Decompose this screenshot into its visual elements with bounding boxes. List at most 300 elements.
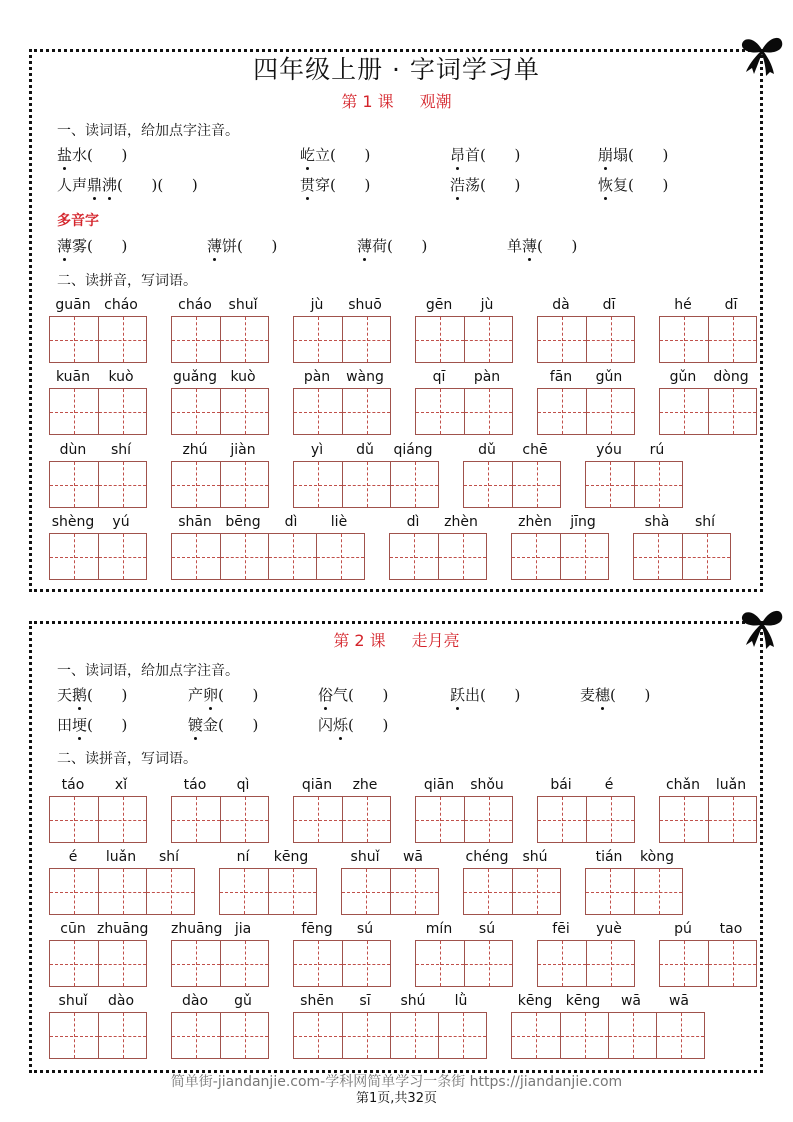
writing-cell[interactable] <box>416 317 464 362</box>
tianzige-box <box>49 940 147 987</box>
pinyin-word-group <box>659 915 757 987</box>
pinyin-row <box>49 915 757 987</box>
writing-cell[interactable] <box>634 534 682 579</box>
writing-cell[interactable] <box>660 797 708 842</box>
vocab-answer-blank: 饼( ) <box>222 237 278 255</box>
dotted-char: 鼎 <box>87 176 103 194</box>
writing-cell[interactable] <box>464 462 512 507</box>
pinyin-syllable: shuǐ <box>228 297 258 313</box>
writing-cell[interactable] <box>390 1013 438 1058</box>
vocab-char: 人声 <box>57 176 88 194</box>
tianzige-box <box>171 316 269 363</box>
dotted-char: 烁 <box>333 716 349 734</box>
tianzige-box <box>49 388 147 435</box>
pinyin-syllable: dòng <box>713 369 749 385</box>
writing-cell[interactable] <box>294 797 342 842</box>
tianzige-box <box>415 388 513 435</box>
writing-cell[interactable] <box>172 534 220 579</box>
writing-cell[interactable] <box>390 462 438 507</box>
writing-cell[interactable] <box>634 869 682 914</box>
writing-cell[interactable] <box>220 462 268 507</box>
writing-cell[interactable] <box>146 869 194 914</box>
writing-cell[interactable] <box>538 389 586 434</box>
writing-cell[interactable] <box>220 534 268 579</box>
pinyin-syllable: kòng <box>640 849 674 865</box>
pinyin-word-group <box>659 291 757 363</box>
writing-cell[interactable] <box>98 941 146 986</box>
writing-cell[interactable] <box>50 797 98 842</box>
vocab-answer-blank: ( )( ) <box>117 176 198 194</box>
vocab-item <box>318 714 388 735</box>
writing-cell[interactable] <box>538 797 586 842</box>
pinyin-row <box>49 771 757 843</box>
pinyin-syllable: ní <box>236 849 250 865</box>
footer-watermark: 简单街-jiandanjie.com-学科网简单学习一条街 https://jiandanjie.com <box>170 1074 623 1090</box>
pinyin-syllable: shuō <box>348 297 382 313</box>
pinyin-word-group <box>293 436 439 508</box>
pinyin-syllable: gǔn <box>595 369 623 385</box>
pinyin-syllable: fēi <box>552 921 570 937</box>
dotted-char: 鹅 <box>72 686 88 704</box>
pinyin-row <box>49 843 683 915</box>
pinyin-word-group <box>293 291 391 363</box>
writing-cell[interactable] <box>512 869 560 914</box>
writing-cell[interactable] <box>390 534 438 579</box>
pinyin-syllable: mín <box>425 921 453 937</box>
pinyin-syllable: dào <box>107 993 135 1009</box>
pinyin-syllable: qī <box>432 369 446 385</box>
pinyin-syllable: lǜ <box>454 993 468 1009</box>
pinyin-label <box>171 436 269 458</box>
dotted-char: 镀 <box>188 716 204 734</box>
writing-cell[interactable] <box>660 941 708 986</box>
lesson1-title <box>0 89 793 112</box>
pinyin-syllable: shuǐ <box>58 993 88 1009</box>
pinyin-syllable: kēng <box>517 993 553 1009</box>
writing-cell[interactable] <box>464 317 512 362</box>
tianzige-box <box>537 940 635 987</box>
dotted-char: 屹 <box>300 146 316 164</box>
writing-cell[interactable] <box>294 941 342 986</box>
pinyin-word-group <box>171 291 269 363</box>
pinyin-label <box>585 436 683 458</box>
writing-cell[interactable] <box>342 869 390 914</box>
pinyin-syllable: táo <box>183 777 207 793</box>
writing-cell[interactable] <box>98 869 146 914</box>
writing-cell[interactable] <box>586 462 634 507</box>
tianzige-box <box>511 533 609 580</box>
pinyin-syllable: tián <box>595 849 623 865</box>
pinyin-syllable: qiān <box>301 777 333 793</box>
pinyin-word-group <box>49 843 195 915</box>
vocab-answer-blank: ( ) <box>87 716 128 734</box>
pinyin-label <box>49 363 147 385</box>
writing-cell[interactable] <box>294 389 342 434</box>
writing-cell[interactable] <box>50 462 98 507</box>
dotted-char: 沸 <box>102 176 118 194</box>
pinyin-word-group <box>171 363 269 435</box>
writing-cell[interactable] <box>438 534 486 579</box>
dotted-char: 薄 <box>522 237 538 255</box>
pinyin-label <box>293 915 391 937</box>
pinyin-syllable: bái <box>550 777 572 793</box>
writing-cell[interactable] <box>634 462 682 507</box>
writing-cell[interactable] <box>464 941 512 986</box>
pinyin-word-group <box>537 915 635 987</box>
pinyin-label <box>659 291 757 313</box>
writing-cell[interactable] <box>294 462 342 507</box>
writing-cell[interactable] <box>220 317 268 362</box>
pinyin-label <box>415 771 513 793</box>
lesson2-name: 走月亮 <box>411 631 460 650</box>
pinyin-word-group <box>537 363 635 435</box>
pinyin-syllable: shí <box>694 514 716 530</box>
pinyin-syllable: fēng <box>301 921 333 937</box>
pinyin-label <box>49 843 195 865</box>
writing-cell[interactable] <box>586 389 634 434</box>
pinyin-syllable: wàng <box>346 369 384 385</box>
pinyin-label <box>171 508 365 530</box>
vocab-answer-blank: 立( ) <box>315 146 371 164</box>
writing-cell[interactable] <box>708 941 756 986</box>
writing-cell[interactable] <box>342 462 390 507</box>
pinyin-word-group <box>293 987 487 1059</box>
pinyin-syllable: guān <box>55 297 91 313</box>
tianzige-box <box>171 533 365 580</box>
vocab-answer-blank: 荡( ) <box>465 176 521 194</box>
tianzige-box <box>293 316 391 363</box>
vocab-char: 田 <box>57 716 73 734</box>
pinyin-word-group <box>49 915 147 987</box>
lesson1-section1-heading: 一、读词语，给加点字注音。 <box>57 123 239 139</box>
writing-cell[interactable] <box>586 317 634 362</box>
pinyin-syllable: shuǐ <box>350 849 380 865</box>
pinyin-syllable: táo <box>61 777 85 793</box>
writing-cell[interactable] <box>464 869 512 914</box>
lesson2-number: 第 2 课 <box>333 631 386 650</box>
pinyin-syllable: shǒu <box>470 777 504 793</box>
writing-cell[interactable] <box>660 317 708 362</box>
writing-cell[interactable] <box>560 534 608 579</box>
writing-cell[interactable] <box>538 941 586 986</box>
vocab-answer-blank: 荷( ) <box>372 237 428 255</box>
writing-cell[interactable] <box>708 389 756 434</box>
dotted-char: 卵 <box>203 686 219 704</box>
pinyin-syllable: shú <box>522 849 548 865</box>
writing-cell[interactable] <box>294 317 342 362</box>
writing-cell[interactable] <box>98 389 146 434</box>
pinyin-word-group <box>463 436 561 508</box>
writing-cell[interactable] <box>172 462 220 507</box>
writing-cell[interactable] <box>708 797 756 842</box>
pinyin-syllable: chéng <box>465 849 509 865</box>
vocab-answer-blank: ( ) <box>218 686 259 704</box>
vocab-item <box>188 684 258 705</box>
pinyin-label <box>659 363 757 385</box>
writing-cell[interactable] <box>560 1013 608 1058</box>
pinyin-syllable: zhe <box>352 777 378 793</box>
writing-cell[interactable] <box>220 389 268 434</box>
tianzige-box <box>389 533 487 580</box>
pinyin-label <box>293 771 391 793</box>
tianzige-box <box>659 796 757 843</box>
pinyin-row <box>49 363 757 435</box>
writing-cell[interactable] <box>172 797 220 842</box>
pinyin-label <box>341 843 439 865</box>
pinyin-label <box>171 915 269 937</box>
pinyin-syllable: shèng <box>51 514 95 530</box>
writing-cell[interactable] <box>172 1013 220 1058</box>
pinyin-label <box>633 508 731 530</box>
writing-cell[interactable] <box>342 1013 390 1058</box>
pinyin-label <box>537 915 635 937</box>
writing-cell[interactable] <box>660 389 708 434</box>
writing-cell[interactable] <box>608 1013 656 1058</box>
vocab-item <box>580 684 650 705</box>
pinyin-syllable: sī <box>359 993 371 1009</box>
tianzige-box <box>537 796 635 843</box>
pinyin-syllable: tao <box>719 921 743 937</box>
pinyin-word-group <box>537 771 635 843</box>
writing-cell[interactable] <box>512 462 560 507</box>
pinyin-syllable: shēn <box>300 993 334 1009</box>
pinyin-syllable: yú <box>112 514 130 530</box>
pinyin-syllable: luǎn <box>715 777 747 793</box>
writing-cell[interactable] <box>98 534 146 579</box>
tianzige-box <box>49 868 195 915</box>
pinyin-label <box>415 915 513 937</box>
vocab-item <box>318 684 388 705</box>
tianzige-box <box>171 796 269 843</box>
pinyin-syllable: jù <box>480 297 494 313</box>
dotted-char: 薄 <box>357 237 373 255</box>
dotted-char: 跃 <box>450 686 466 704</box>
writing-cell[interactable] <box>416 797 464 842</box>
pinyin-label <box>511 508 609 530</box>
dotted-char: 崩 <box>598 146 614 164</box>
writing-cell[interactable] <box>268 534 316 579</box>
writing-cell[interactable] <box>172 389 220 434</box>
writing-cell[interactable] <box>586 869 634 914</box>
writing-cell[interactable] <box>220 1013 268 1058</box>
pinyin-word-group <box>633 508 731 580</box>
pinyin-word-group <box>537 291 635 363</box>
vocab-item <box>57 235 127 256</box>
pinyin-syllable: gǔn <box>669 369 697 385</box>
writing-cell[interactable] <box>98 797 146 842</box>
pinyin-syllable: jù <box>310 297 324 313</box>
tianzige-box <box>537 316 635 363</box>
pinyin-word-group <box>49 363 147 435</box>
writing-cell[interactable] <box>538 317 586 362</box>
writing-cell[interactable] <box>342 317 390 362</box>
writing-cell[interactable] <box>438 1013 486 1058</box>
writing-cell[interactable] <box>464 797 512 842</box>
dotted-char: 埂 <box>72 716 88 734</box>
vocab-answer-blank: 穿( ) <box>315 176 371 194</box>
tianzige-box <box>415 940 513 987</box>
vocab-item <box>57 174 198 195</box>
writing-cell[interactable] <box>98 317 146 362</box>
writing-cell[interactable] <box>98 462 146 507</box>
pinyin-syllable: zhèn <box>518 514 552 530</box>
pinyin-syllable: jīng <box>570 514 596 530</box>
tianzige-box <box>171 1012 269 1059</box>
writing-cell[interactable] <box>220 797 268 842</box>
dotted-char: 穗 <box>595 686 611 704</box>
writing-cell[interactable] <box>342 941 390 986</box>
writing-cell[interactable] <box>656 1013 704 1058</box>
pinyin-label <box>537 291 635 313</box>
pinyin-syllable: dī <box>724 297 738 313</box>
pinyin-label <box>171 771 269 793</box>
writing-cell[interactable] <box>464 389 512 434</box>
writing-cell[interactable] <box>682 534 730 579</box>
vocab-char: 闪 <box>318 716 334 734</box>
pinyin-word-group <box>49 771 147 843</box>
writing-cell[interactable] <box>316 534 364 579</box>
tianzige-box <box>171 388 269 435</box>
page-number: 第1页,共32页 <box>356 1091 437 1106</box>
writing-cell[interactable] <box>50 869 98 914</box>
pinyin-word-group <box>171 436 269 508</box>
pinyin-syllable: jiàn <box>230 442 256 458</box>
writing-cell[interactable] <box>50 941 98 986</box>
pinyin-syllable: dì <box>406 514 420 530</box>
pinyin-label <box>585 843 683 865</box>
vocab-answer-blank: ( ) <box>610 686 651 704</box>
pinyin-label <box>537 363 635 385</box>
writing-cell[interactable] <box>98 1013 146 1058</box>
pinyin-word-group <box>659 363 757 435</box>
pinyin-label <box>49 291 147 313</box>
writing-cell[interactable] <box>50 1013 98 1058</box>
writing-cell[interactable] <box>220 941 268 986</box>
vocab-char: 产 <box>188 686 204 704</box>
vocab-item <box>598 174 668 195</box>
pinyin-syllable: shí <box>158 849 180 865</box>
pinyin-label <box>219 843 317 865</box>
pinyin-label <box>49 771 147 793</box>
pinyin-label <box>293 363 391 385</box>
writing-cell[interactable] <box>172 941 220 986</box>
lesson1-name: 观潮 <box>419 92 452 111</box>
vocab-item <box>188 714 258 735</box>
pinyin-label <box>389 508 487 530</box>
pinyin-label <box>293 987 487 1009</box>
pinyin-row <box>49 508 731 580</box>
pinyin-syllable: wā <box>668 993 690 1009</box>
writing-cell[interactable] <box>294 1013 342 1058</box>
writing-cell[interactable] <box>390 869 438 914</box>
pinyin-word-group <box>463 843 561 915</box>
pinyin-row <box>49 436 683 508</box>
pinyin-syllable: kuò <box>108 369 134 385</box>
vocab-item <box>57 714 127 735</box>
pinyin-syllable: yóu <box>596 442 622 458</box>
pinyin-label <box>171 291 269 313</box>
writing-cell[interactable] <box>586 941 634 986</box>
pinyin-word-group <box>171 508 365 580</box>
tianzige-box <box>585 868 683 915</box>
writing-cell[interactable] <box>342 797 390 842</box>
pinyin-syllable: bēng <box>225 514 261 530</box>
pinyin-syllable: pàn <box>303 369 331 385</box>
writing-cell[interactable] <box>50 534 98 579</box>
vocab-answer-blank: ( ) <box>87 686 128 704</box>
pinyin-syllable: yì <box>310 442 324 458</box>
writing-cell[interactable] <box>586 797 634 842</box>
pinyin-word-group <box>171 987 269 1059</box>
pinyin-syllable: yuè <box>596 921 622 937</box>
vocab-answer-blank: 出( ) <box>465 686 521 704</box>
writing-cell[interactable] <box>512 534 560 579</box>
pinyin-label <box>171 987 269 1009</box>
pinyin-word-group <box>49 291 147 363</box>
pinyin-syllable: dùn <box>59 442 87 458</box>
pinyin-word-group <box>659 771 757 843</box>
writing-cell[interactable] <box>50 389 98 434</box>
vocab-item <box>357 235 427 256</box>
writing-cell[interactable] <box>708 317 756 362</box>
pinyin-syllable: dà <box>552 297 570 313</box>
writing-cell[interactable] <box>220 869 268 914</box>
pinyin-syllable: cháo <box>104 297 138 313</box>
pinyin-syllable: dī <box>602 297 616 313</box>
writing-cell[interactable] <box>172 317 220 362</box>
pinyin-label <box>537 771 635 793</box>
vocab-item <box>507 235 577 256</box>
pinyin-syllable: zhèn <box>444 514 478 530</box>
vocab-char: 麦 <box>580 686 596 704</box>
vocab-item <box>300 174 370 195</box>
pinyin-word-group <box>171 771 269 843</box>
tianzige-box <box>415 316 513 363</box>
writing-cell[interactable] <box>416 941 464 986</box>
writing-cell[interactable] <box>342 389 390 434</box>
tianzige-box <box>49 796 147 843</box>
pinyin-word-group <box>511 987 705 1059</box>
pinyin-word-group <box>585 843 683 915</box>
dotted-char: 昂 <box>450 146 466 164</box>
writing-cell[interactable] <box>512 1013 560 1058</box>
tianzige-box <box>633 533 731 580</box>
pinyin-label <box>171 363 269 385</box>
pinyin-word-group <box>49 436 147 508</box>
pinyin-syllable: qiān <box>423 777 455 793</box>
tianzige-box <box>415 796 513 843</box>
polyphone-heading: 多音字 <box>57 213 99 229</box>
tianzige-box <box>293 461 439 508</box>
vocab-answer-blank: ( ) <box>537 237 578 255</box>
pinyin-syllable: shà <box>644 514 670 530</box>
writing-cell[interactable] <box>268 869 316 914</box>
writing-cell[interactable] <box>50 317 98 362</box>
writing-cell[interactable] <box>416 389 464 434</box>
pinyin-word-group <box>415 915 513 987</box>
lesson1-section2-heading: 二、读拼音，写词语。 <box>57 273 197 289</box>
pinyin-syllable: xǐ <box>114 777 128 793</box>
pinyin-syllable: gēn <box>425 297 453 313</box>
vocab-char: 单 <box>507 237 523 255</box>
tianzige-box <box>585 461 683 508</box>
pinyin-syllable: qiáng <box>393 442 433 458</box>
dotted-char: 贯 <box>300 176 316 194</box>
tianzige-box <box>511 1012 705 1059</box>
vocab-item <box>300 144 370 165</box>
tianzige-box <box>219 868 317 915</box>
pinyin-label <box>659 915 757 937</box>
